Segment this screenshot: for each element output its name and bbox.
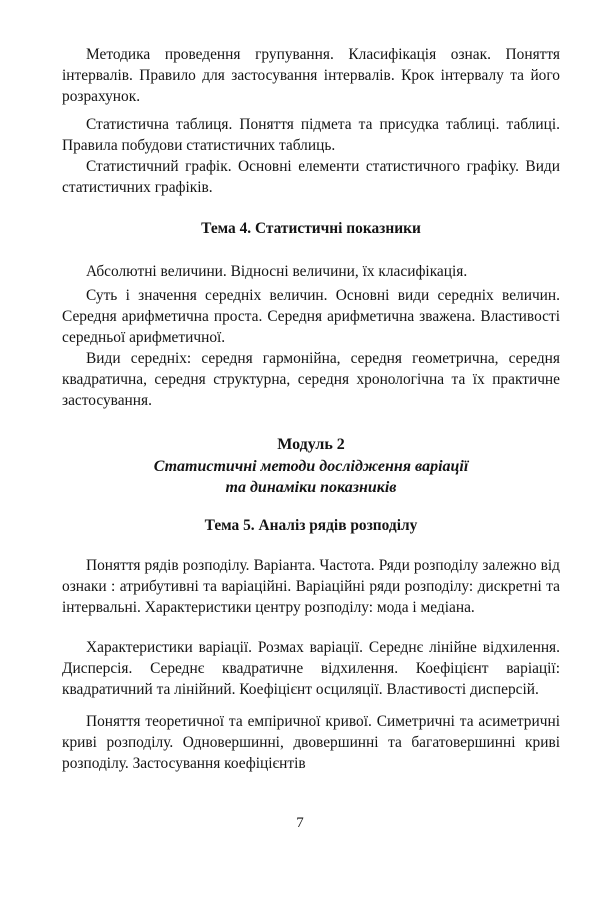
paragraph-absolute-values: Абсолютні величини. Відносні величини, їх класифікація. [86,263,468,280]
paragraph-variation: Характеристики варіації. Розмах варіації. Середнє лінійне відхилення. Дисперсія. Середнє квадратичне відхилення. Коефіцієнт варіації: квадратичний та лінійний. Коефіцієнт осциляції. Властивості дисперсій. [62,639,560,698]
module2-subtitle-line2: та динаміки показників [225,479,397,496]
paragraph-curves: Поняття теоретичної та емпіричної кривої. Симетричні та асиметричні криві розподілу. Одновершинні, двовершинні та багатовершинні криві розподілу. Застосування коефіцієнтів [62,713,560,772]
paragraph-statistical-table: Статистична таблиця. Поняття підмета та присудка таблиці. таблиці. Правила побудови статистичних таблиць. [62,116,560,154]
module2-subtitle-line1: Статистичні методи дослідження варіації [153,458,469,475]
topic4-heading: Тема 4. Статистичні показники [201,220,421,237]
module2-title: Модуль 2 [277,436,345,453]
paragraph-distribution-series: Поняття рядів розподілу. Варіанта. Частота. Ряди розподілу залежно від ознаки : атрибутивні та варіаційні. Варіаційні ряди розподілу: дискретні та інтервальні. Характеристики центру розподілу: мода і медіана. [62,557,560,616]
paragraph-mean-values: Суть і значення середніх величин. Основні види середніх величин. Середня арифметична проста. Середня арифметична зважена. Властивості середньої арифметичної. [62,287,560,346]
topic5-heading: Тема 5. Аналіз рядів розподілу [204,517,418,534]
page-number: 7 [296,815,304,831]
paragraph-statistical-graph: Статистичний графік. Основні елементи статистичного графіку. Види статистичних графіків. [62,158,560,196]
paragraph-mean-types: Види середніх: середня гармонійна, середня геометрична, середня квадратична, середня структурна, середня хронологічна та їх практичне застосування. [62,350,560,409]
paragraph-grouping-method: Методика проведення групування. Класифікація ознак. Поняття інтервалів. Правило для застосування інтервалів. Крок інтервалу та його розрахунок. [62,46,560,105]
